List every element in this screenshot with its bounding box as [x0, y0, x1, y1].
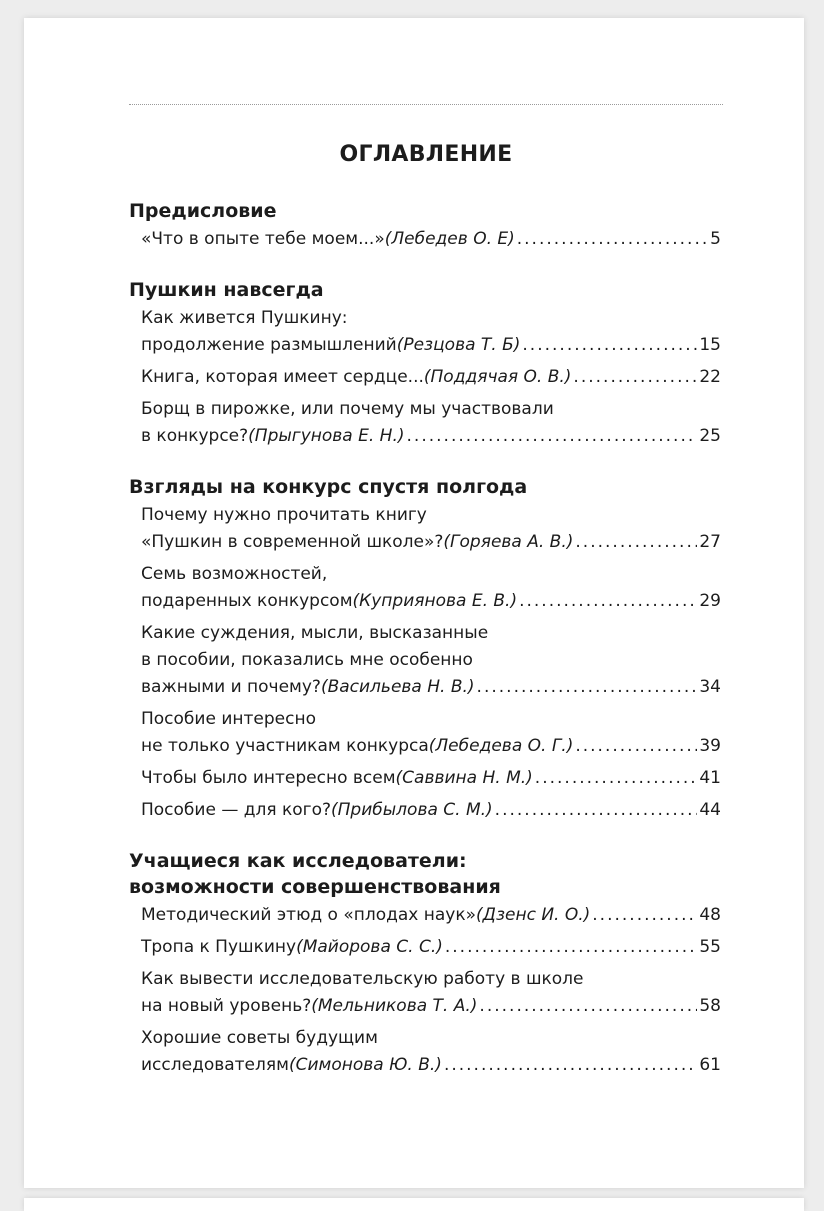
dot-leader — [575, 529, 697, 556]
section-title: Пушкин навсегда — [129, 279, 324, 301]
toc-section — [129, 474, 721, 824]
entry-title: Книга, которая имеет сердце... — [141, 367, 424, 387]
page-number: 55 — [699, 937, 721, 957]
entry-last-line — [141, 364, 721, 391]
toc-entry[interactable] — [129, 502, 721, 556]
entry-last-line — [141, 765, 721, 792]
entry-title: не только участникам конкурса — [141, 736, 429, 756]
page-number: 5 — [710, 229, 721, 249]
dot-leader — [479, 993, 697, 1020]
dot-leader — [477, 674, 698, 701]
toc-entry[interactable] — [129, 396, 721, 450]
page-number: 39 — [699, 736, 721, 756]
page-number: 61 — [699, 1055, 721, 1075]
entry-last-line — [141, 332, 721, 359]
entry-last-line — [141, 993, 721, 1020]
page-number: 48 — [699, 905, 721, 925]
entry-last-line — [141, 733, 721, 760]
page-number: 41 — [699, 768, 721, 788]
entry-title: в конкурсе? — [141, 426, 249, 446]
dot-leader — [575, 733, 697, 760]
entry-title: исследователям — [141, 1055, 289, 1075]
entry-title-line: Хорошие советы будущим — [141, 1028, 378, 1048]
page-number: 34 — [699, 677, 721, 697]
entry-author: (Резцова Т. Б) — [396, 335, 521, 355]
dot-leader — [495, 797, 698, 824]
toc-entry[interactable] — [129, 934, 721, 961]
entry-author: (Дзенс И. О.) — [476, 905, 591, 925]
toc-entry[interactable] — [129, 226, 721, 253]
entry-title: важными и почему? — [141, 677, 321, 697]
dotted-divider — [129, 104, 723, 105]
entry-author: (Прибылова С. М.) — [331, 800, 493, 820]
next-page-edge — [24, 1198, 804, 1211]
entry-author: (Саввина Н. М.) — [395, 768, 533, 788]
entry-title: на новый уровень? — [141, 996, 312, 1016]
toc-entry[interactable] — [129, 305, 721, 359]
dot-leader — [407, 423, 698, 450]
toc-section — [129, 277, 721, 450]
page-number: 25 — [699, 426, 721, 446]
entry-last-line — [141, 588, 721, 615]
page-number: 44 — [699, 800, 721, 820]
entry-title-line: Как живется Пушкину: — [141, 308, 348, 328]
toc-entry[interactable] — [129, 797, 721, 824]
dot-leader — [517, 226, 708, 253]
toc-entry[interactable] — [129, 620, 721, 701]
section-title: Взгляды на конкурс спустя полгода — [129, 476, 528, 498]
entry-author: (Лебедев О. Е) — [384, 229, 515, 249]
page-number: 22 — [699, 367, 721, 387]
dot-leader — [444, 1052, 697, 1079]
entry-last-line — [141, 674, 721, 701]
entry-title: «Что в опыте тебе моем...» — [141, 229, 385, 249]
entry-title-line: Пособие интересно — [141, 709, 316, 729]
entry-author: (Поддячая О. В.) — [423, 367, 572, 387]
entry-title: подаренных конкурсом — [141, 591, 353, 611]
book-page — [24, 18, 804, 1188]
entry-author: (Мельникова Т. А.) — [311, 996, 478, 1016]
entry-title: продолжение размышлений — [141, 335, 397, 355]
page-number: 29 — [699, 591, 721, 611]
dot-leader — [573, 364, 697, 391]
entry-last-line — [141, 797, 721, 824]
entry-title: «Пушкин в современной школе»? — [141, 532, 444, 552]
entry-title-line: Какие суждения, мысли, высказанные — [141, 623, 489, 643]
page-number: 58 — [699, 996, 721, 1016]
section-title: Предисловие — [129, 200, 277, 222]
entry-author: (Майорова С. С.) — [296, 937, 443, 957]
entry-last-line — [141, 226, 721, 253]
entry-title: Методический этюд о «плодах наук» — [141, 905, 477, 925]
entry-author: (Горяева А. В.) — [443, 532, 574, 552]
toc-entry[interactable] — [129, 765, 721, 792]
entry-title: Тропа к Пушкину — [141, 937, 297, 957]
entry-last-line — [141, 423, 721, 450]
dot-leader — [535, 765, 698, 792]
section-title: Учащиеся как исследователи: возможности совершенствования — [129, 850, 501, 898]
toc-entry[interactable] — [129, 561, 721, 615]
page-number: 15 — [699, 335, 721, 355]
toc-entry[interactable] — [129, 1025, 721, 1079]
entry-last-line — [141, 934, 721, 961]
page-number: 27 — [699, 532, 721, 552]
toc-section — [129, 198, 721, 253]
entry-author: (Прыгунова Е. Н.) — [248, 426, 405, 446]
toc-entry[interactable] — [129, 706, 721, 760]
entry-title-line: Почему нужно прочитать книгу — [141, 505, 427, 525]
dot-leader — [592, 902, 697, 929]
entry-last-line — [141, 902, 721, 929]
dot-leader — [519, 588, 697, 615]
entry-author: (Лебедева О. Г.) — [428, 736, 574, 756]
entry-title: Чтобы было интересно всем — [141, 768, 396, 788]
entry-author: (Куприянова Е. В.) — [352, 591, 518, 611]
entry-title: Пособие — для кого? — [141, 800, 332, 820]
table-of-contents — [129, 198, 721, 1103]
toc-entry[interactable] — [129, 966, 721, 1020]
entry-title-line: Как вывести исследовательскую работу в школе — [141, 969, 584, 989]
entry-author: (Симонова Ю. В.) — [288, 1055, 442, 1075]
toc-entry[interactable] — [129, 902, 721, 929]
entry-title-line: Семь возможностей, — [141, 564, 328, 584]
entry-last-line — [141, 529, 721, 556]
entry-title-line: Борщ в пирожке, или почему мы участвовали — [141, 399, 554, 419]
entry-title-line: в пособии, показались мне особенно — [141, 650, 473, 670]
toc-heading: ОГЛАВЛЕНИЕ — [339, 142, 513, 167]
dot-leader — [522, 332, 697, 359]
toc-entry[interactable] — [129, 364, 721, 391]
entry-author: (Васильева Н. В.) — [320, 677, 475, 697]
entry-last-line — [141, 1052, 721, 1079]
toc-section — [129, 848, 721, 1079]
dot-leader — [445, 934, 697, 961]
